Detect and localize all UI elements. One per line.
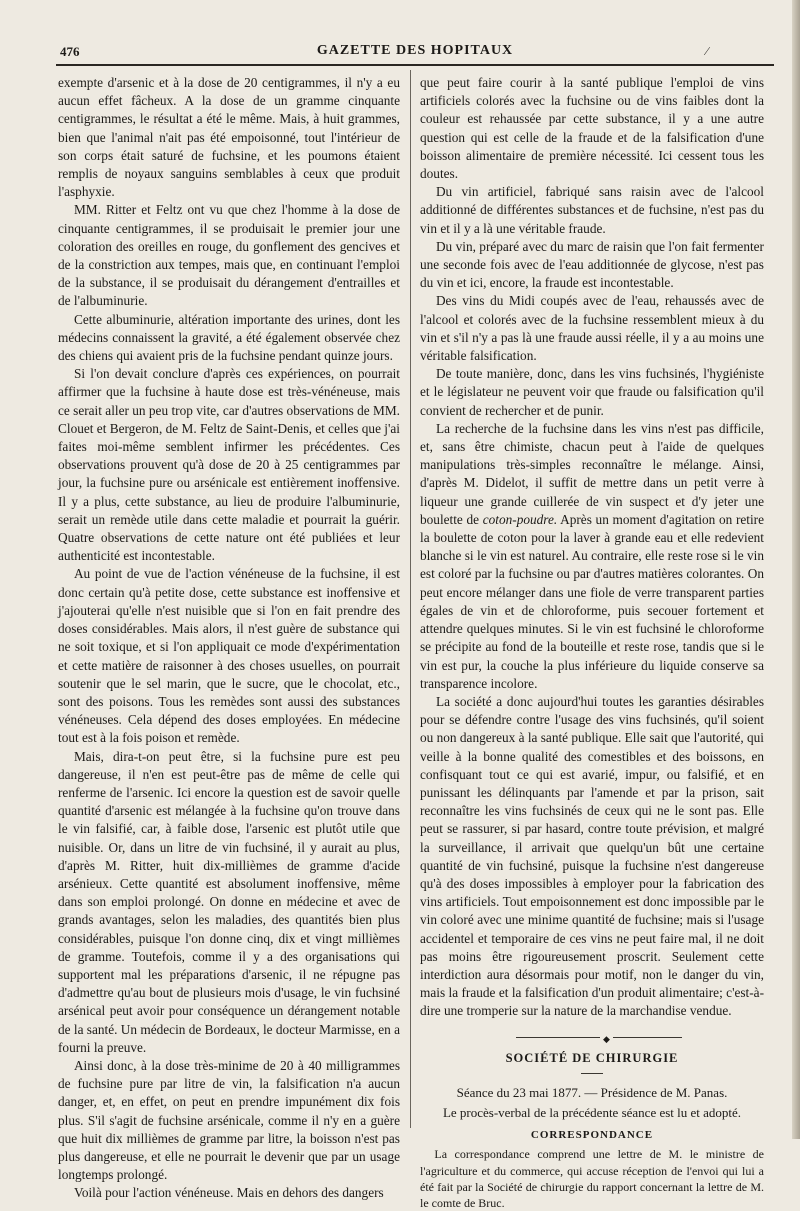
paragraph: Cette albuminurie, altération importante des urines, dont les médecins connaissent la gravité, a été également observée chez des chiens qui avaient pris de la fuchsine pendant quinze jours. [58,311,400,364]
section-title: SOCIÉTÉ DE CHIRURGIE [505,1050,679,1065]
correspondence-heading: CORRESPONDANCE [530,1129,654,1142]
paragraph: La société a donc aujourd'hui toutes les garanties désirables pour se défendre contre l'usage des vins fuchsinés, qu'il soient ou non dangereux à la santé publique. Elle sait que l'autorité, qui veille à la bonne qualité des comestibles et des boissons, en confisquant tout ce qui est avarié, impur, ou falsifié, et en punissant les délinquants par l'amende et par la prison, sait reconnaître les vins fuchsinés de ceux qui ne le sont pas. Elle peut se rassurer, si par hasard, contre toute prévision, et malgré la surveillance, il arrivait que quelqu'un bût une certaine quantité de vin fuchsiné, puisque la fuchsine n'est dangereuse qu'à des doses impossibles à employer pour la fabrication des vins artificiels. Tout empoisonnement est donc impossible par le vin coloré avec une minime quantité de fuchsine; mais si l'usage accidentel et temporaire de ces vins ne peut faire mal, il ne doit pas moins être rigoureusement proscrit. Seulement cette interdiction aura désormais pour motif, non le danger du vin, mais la fraude et la falsification d'un produit alimentaire; c'est-à-dire une tromperie sur la nature de la marchandise vendue. [420,693,764,1019]
emphasis-coton-poudre: coton-poudre. [482,511,558,527]
paragraph: Au point de vue de l'action vénéneuse de la fuchsine, il est donc certain qu'à petite dose, cette substance est inoffensive et j'ajouterai qu'elle n'est nuisible que si l'on en fait prendre des doses considérables. Mais alors, il n'est guère de substance qui ne soit toxique, et si l'on appliquait ce mode d'expérimentation et cette matière de raisonner à des choses usuelles, on pourrait soutenir que le sel marin, que le sucre, que le chocolat, etc., sont des poisons. Tous les remèdes sont aussi des substances vénéneuses. Cela dépend des doses employées. En médecine tout est à la fois poison et remède. [58,566,400,746]
page-header [56,40,774,66]
cotton-test-tail: Après un moment d'agitation on retire la boulette de coton pour la laver à grande eau et elle redevient blanche si le vin est naturel. Au contraire, elle reste rose si le vin est coloré par la fuchsine ou par d'autres matières colorantes. On peut encore mélanger dans une fiole de verre transparent parties égales de vin et de chloroforme, puis secouer fortement et attendre quelques minutes. Si le vin est fuchsiné le chloroforme se précipite au fond de la bouteille et reste rose, tandis que si le vin est pur, la couche la plus inférieure du liquide conserve sa transparence incolore. [420,511,764,691]
running-title: GAZETTE DES HOPITAUX [316,43,514,58]
correspondence-block [420,1146,764,1211]
paragraph: MM. Ritter et Feltz ont vu que chez l'homme à la dose de cinquante centigrammes, il se produisait le premier jour une coloration des oreilles en rouge, du gonflement des gencives et de la constriction aux tempes, mais que, en continuant l'emploi de la substance, il se produisait du dérangement d'entrailles et de l'albuminurie. [58,202,400,309]
paragraph: Du vin artificiel, fabriqué sans raisin avec de l'alcool additionné de différentes substances et de fuchsine, n'est pas du vin et il y a là une véritable fraude. [420,184,764,236]
page-edge [792,0,800,1139]
correspondence-text: La correspondance comprend une lettre de M. le ministre de l'agriculture et du commerce, qui accuse réception de l'envoi qui lui a été fait par la Société de chirurgie du rapport concernant la lettre de M. le comte de Bruc. [420,1147,764,1210]
session-line: Séance du 23 mai 1877. — Présidence de M. Panas. [456,1084,728,1100]
separator-line [516,1037,682,1038]
paragraph: exempte d'arsenic et à la dose de 20 centigrammes, il n'y a eu aucun effet fâcheux. A la dose de un gramme cinquante centigrammes, le résultat a été le même. Mais, à huit grammes, bien que l'animal n'ait pas été empoisonné, tout l'intérieur de son corps était saturé de fuchsine, et les poumons étaient remplis de noyaux sanguins semblables à ceux que produit l'asphyxie. [58,75,400,200]
paragraph-cotton-test [420,420,764,693]
cotton-test-lead: La recherche de la fuchsine dans les vins n'est pas difficile, et, sans être chimiste, chacun peut à l'aide de quelques manipulations très-simples reconnaître le mélange. Ainsi, d'après M. Didelot, il suffit de mettre dans un petit verre à liqueur une grande cuillerée de vin suspect et d'y jeter une boulette de [420,420,764,527]
right-column [420,74,764,1211]
paragraph: que peut faire courir à la santé publique l'emploi de vins artificiels colorés avec la fuchsine ou de vins faibles dont la couleur est rehaussée par cette substance, il y a une autre question qui est celle de la fraude et de la falsification d'une boisson alimentaire de première nécessité. Ici cessent tous les doutes. [420,75,764,182]
paragraph: Si l'on devait conclure d'après ces expériences, on pourrait affirmer que la fuchsine à haute dose est très-vénéneuse, mais ce serait aller un peu trop vite, car d'autres observations de MM. Clouet et Bergeron, de M. Feltz de Saint-Denis, et celles que j'ai faites moi-même semblent infirmer les précédentes. Ces observations prouvent qu'à dose de 20 à 25 centigrammes par jour, la fuchsine pure ou arsénicale est entièrement inoffensive. Il y a plus, cette substance, au lieu de produire l'albuminurie, serait un remède utile dans cette maladie et pourrait la guérir. Quatre observations de cette nature ont été publiées et leur authenticité est incontestable. [58,366,400,564]
left-column [58,74,400,1203]
header-mark: ∕ [705,44,708,58]
paragraph: Ainsi donc, à la dose très-minime de 20 à 40 milligrammes de fuchsine pure par litre de vin, la falsification n'a aucun danger, et, en effet, on peut en prendre impunément dix fois plus. S'il s'agit de fuchsine arsénicale, comme il n'y en a guère que huit dix millièmes de gramme par litre, la boisson n'est pas plus dangereuse, et elle ne pourrait le devenir que par un usage longtemps prolongé. [58,1057,400,1183]
paragraph: De toute manière, donc, dans les vins fuchsinés, l'hygiéniste et le législateur ne peuvent voir que fraude ou falsification qu'il convient de rechercher et de punir. [420,366,764,418]
paragraph: Des vins du Midi coupés avec de l'eau, rehaussés avec de l'alcool et colorés avec de la fuchsine ressemblent mieux à du vin et s'il n'y a pas là une fraude aussi réelle, il y a au moins une véritable falsification. [420,293,764,364]
section-separator [420,1031,764,1043]
minutes-line: Le procès-verbal de la précédente séance est lu et adopté. [442,1104,742,1120]
paragraph: Du vin, préparé avec du marc de raisin que l'on fait fermenter une seconde fois avec de l'eau additionnée de glycose, n'est pas du vin et ici, encore, la fraude est incontestable. [420,238,764,291]
header-rule [56,64,774,66]
paragraph: Voilà pour l'action vénéneuse. Mais en dehors des dangers [73,1185,384,1201]
fleuron-ornament-icon: ◆ [600,1030,613,1048]
column-divider [410,70,411,1128]
paragraph: Mais, dira-t-on peut être, si la fuchsine pure est peu dangereuse, il n'en est peut-être pas de même de celle qui renferme de l'arsenic. Ici encore la question est de savoir quelle quantité d'arsenic est mélangée à la fuchsine qu'on trouve dans le vin falsifié, car, à faible dose, l'arsenic est plutôt utile que nuisible. Or, dans un litre de vin fuchsiné, il y aurait au plus, d'après M. Ritter, huit dix-millièmes de gramme d'acide arsénieux. Cette quantité est absolument inoffensive, même dans son emploi prolongé. On donne en médecine et avec de grands avantages, selon les maladies, des quantités bien plus considérables, puisque l'on donne cinq, dix et vingt millièmes de gramme. Toutefois, comme il y a des organisations qui supportent mal les préparations d'arsenic, il ne répugne pas d'admettre qu'au bout de plusieurs mois d'usage, le vin fuchsiné arsénical peut avoir pour conséquence un dérangement notable de la santé. Un médecin de Bordeaux, le docteur Marmisse, en a fourni la preuve. [58,748,400,1055]
page-number: 476 [60,44,80,59]
short-rule [581,1073,603,1074]
